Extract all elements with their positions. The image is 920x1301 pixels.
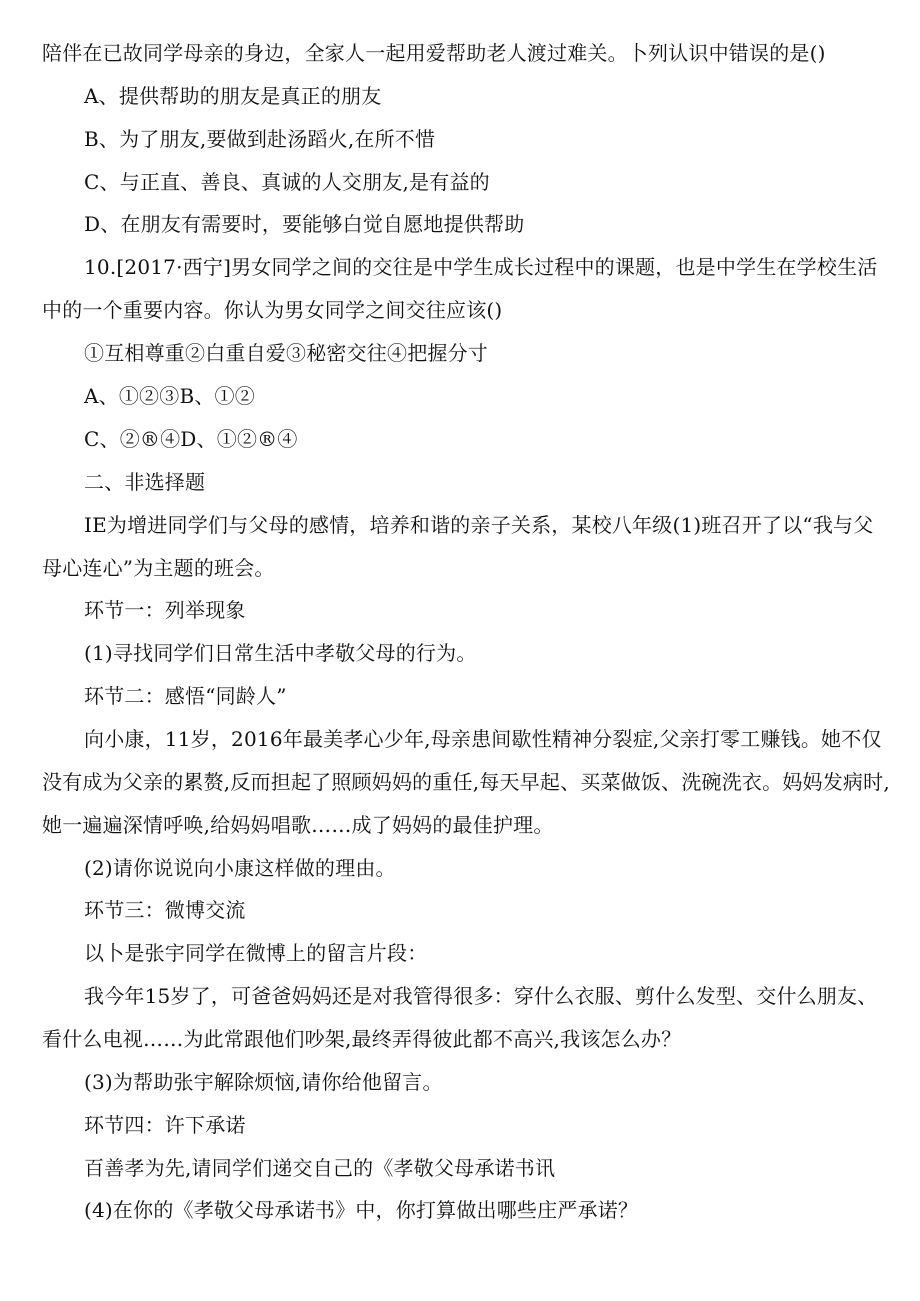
option-b: B、为了朋友,要做到赴汤蹈火,在所不惜 xyxy=(84,127,436,151)
statement-list: ①互相尊重②白重自爱③秘密交往④把握分寸 xyxy=(84,341,488,365)
sub-question: (4)在你的《孝敬父母承诺书》中，你打算做出哪些庄严承诺？ xyxy=(84,1198,639,1222)
text-line: 中的一个重要内容。你认为男女同学之间交往应该() xyxy=(42,298,503,322)
text-line: 以卜是张宇同学在微博上的留言片段： xyxy=(84,941,428,965)
question-10: 10.[2017·西宁]男女同学之间的交往是中学生成长过程中的课题，也是中学生在学校生活 xyxy=(84,255,878,279)
stage-heading: 环节一：列举现象 xyxy=(84,598,246,622)
option-d: D、在朋友有需要时，要能够白觉自愿地提供帮助 xyxy=(84,212,525,236)
text-line: 我今年15岁了，可爸爸妈妈还是对我管得很多：穿什么衣服、剪什么发型、交什么朋友、 xyxy=(84,984,878,1008)
options-ab: A、①②③B、①② xyxy=(84,384,255,408)
text-line: 陪伴在已故同学母亲的身边，全家人一起用爱帮助老人渡过难关。卜列认识中错误的是() xyxy=(42,41,826,65)
option-a: A、提供帮助的朋友是真正的朋友 xyxy=(84,84,382,108)
text-line: 母心连心”为主题的班会。 xyxy=(42,556,275,580)
question-11: IE为增进同学们与父母的感情，培养和谐的亲子关系，某校八年级(1)班召开了以“我与父 xyxy=(84,513,874,537)
text-line: 百善孝为先,请同学们递交自己的《孝敬父母承诺书讯 xyxy=(84,1156,556,1180)
sub-question: (2)请你说说向小康这样做的理由。 xyxy=(84,856,396,880)
options-cd: C、②®④D、①②®④ xyxy=(84,427,298,451)
text-line: 看什么电视……为此常跟他们吵架,最终弄得彼此都不高兴,我该怎么办？ xyxy=(42,1027,682,1051)
sub-question: (3)为帮助张宇解除烦恼,请你给他留言。 xyxy=(84,1070,443,1094)
sub-question: (1)寻找同学们日常生活中孝敬父母的行为。 xyxy=(84,641,477,665)
option-c: C、与正直、善良、真诚的人交朋友,是有益的 xyxy=(84,170,490,194)
text-line: 没有成为父亲的累赘,反而担起了照顾妈妈的重任,每天早起、买菜做饭、洗碗洗衣。妈妈发病时, xyxy=(42,770,890,794)
stage-heading: 环节三：微博交流 xyxy=(84,898,246,922)
text-line: 向小康，11岁，2016年最美孝心少年,母亲患间歇性精神分裂症,父亲打零工赚钱。她不仅 xyxy=(84,727,882,751)
section-heading: 二、非选择题 xyxy=(84,470,206,494)
stage-heading: 环节四：许下承诺 xyxy=(84,1113,246,1137)
text-line: 她一遍遍深情呼唤,给妈妈唱歌……成了妈妈的最佳护理。 xyxy=(42,813,554,837)
stage-heading: 环节二：感悟“同龄人” xyxy=(84,684,287,708)
